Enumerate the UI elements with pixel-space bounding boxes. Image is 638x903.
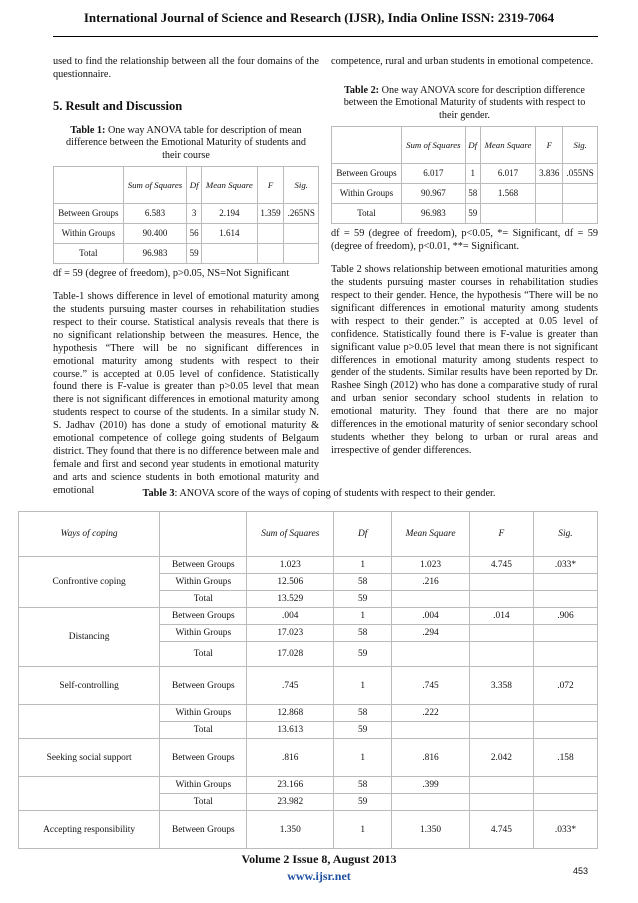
- table3: [18, 511, 598, 849]
- table-cell: 6.017: [401, 164, 465, 184]
- table-cell: .033*: [533, 811, 597, 849]
- table-cell: 4.745: [469, 811, 533, 849]
- table-row: [19, 739, 598, 777]
- table2-caption: [337, 85, 592, 123]
- table-cell: 6.583: [123, 204, 186, 224]
- coping-group-label: Seeking social support: [19, 739, 160, 777]
- table-cell: 6.017: [480, 164, 536, 184]
- table-cell: Total: [160, 722, 247, 739]
- table-cell: .033*: [533, 557, 597, 574]
- coping-group-label: Accepting responsibility: [19, 811, 160, 849]
- table-cell: 59: [334, 591, 392, 608]
- table-row: [54, 224, 319, 244]
- table-cell: [257, 244, 284, 264]
- table-cell: .014: [469, 608, 533, 625]
- table2-header: Sum of Squares: [401, 127, 465, 164]
- table3-header-row: [19, 512, 598, 557]
- table-row: [54, 244, 319, 264]
- table2-header: F: [536, 127, 563, 164]
- right-body: Table 2 shows relationship between emotional maturities among the students pursuing master courses in rehabilitation studies respect to their gender. Hence, the hypothesis “There will be no significant differences in emotional maturity among students with respect to their gender.” is accepted at 0.05 level of confidence. Statistically found there is F-value is greater than significant value p>0.05 level that mean there is not significant differences in emotional maturity among students respect to gender of the students. Similar results have been reported by Dr. Rashee Singh (2012) who has done a comparative study of rural and urban senior secondary school students in relation to emotional maturity. They found that there are no major differences in the emotional maturity of senior secondary school students whether they belong to urban or rural areas and irrespective of gender differences.: [331, 264, 598, 456]
- table-row: [332, 184, 598, 204]
- table3-caption: [0, 488, 638, 499]
- table-cell-empty: [19, 777, 160, 811]
- table2-caption-text: One way ANOVA score for description difference between the Emotional Maturity of students with respect to their gender.: [343, 84, 586, 121]
- table3-header: Sum of Squares: [247, 512, 334, 557]
- table-cell: [563, 204, 598, 224]
- table-cell: .004: [247, 608, 334, 625]
- table1-header: [54, 167, 124, 204]
- table-row: [19, 557, 598, 574]
- table-cell: .055NS: [563, 164, 598, 184]
- page-number: 453: [573, 866, 589, 876]
- table-cell: [533, 625, 597, 642]
- table-cell: 1.023: [247, 557, 334, 574]
- table-cell: 3: [187, 204, 202, 224]
- table-row: [54, 204, 319, 224]
- table-cell: Within Groups: [160, 705, 247, 722]
- table-cell: .216: [392, 574, 470, 591]
- table-cell: 96.983: [401, 204, 465, 224]
- table-cell: 17.028: [247, 642, 334, 667]
- table-cell: [469, 794, 533, 811]
- table-cell: Within Groups: [160, 574, 247, 591]
- table-cell: [533, 591, 597, 608]
- table-cell: 3.836: [536, 164, 563, 184]
- table1-header: Df: [187, 167, 202, 204]
- table-cell: 59: [334, 794, 392, 811]
- table-cell: [563, 184, 598, 204]
- table-cell: 12.506: [247, 574, 334, 591]
- table-cell: .072: [533, 667, 597, 705]
- table-cell: [533, 705, 597, 722]
- table-cell: 58: [334, 574, 392, 591]
- table-cell: [202, 244, 257, 264]
- table-row: [19, 705, 598, 722]
- table3-header: Mean Square: [392, 512, 470, 557]
- table3-caption-label: Table 3: [142, 488, 175, 499]
- table-cell: 1.568: [480, 184, 536, 204]
- table-cell: [469, 574, 533, 591]
- table-cell: [392, 794, 470, 811]
- table-cell: 58: [334, 777, 392, 794]
- left-intro: used to find the relationship between all the four domains of the questionnaire.: [53, 56, 319, 80]
- table-cell: 1: [334, 557, 392, 574]
- table-cell: 23.982: [247, 794, 334, 811]
- table-cell: 59: [187, 244, 202, 264]
- table-cell: [469, 705, 533, 722]
- footer-issue: Volume 2 Issue 8, August 2013: [241, 852, 397, 866]
- table-cell: [533, 642, 597, 667]
- table1-caption-text: One way ANOVA table for description of mean difference between the Emotional Maturity of students and their course: [66, 124, 306, 161]
- table-cell: .816: [392, 739, 470, 777]
- left-column: [53, 56, 319, 498]
- table-cell: 2.194: [202, 204, 257, 224]
- table-cell: 13.613: [247, 722, 334, 739]
- table-cell: .745: [392, 667, 470, 705]
- table-cell: Total: [160, 642, 247, 667]
- table-cell: [392, 591, 470, 608]
- table-cell: .265NS: [284, 204, 319, 224]
- table-cell: 1.359: [257, 204, 284, 224]
- coping-group-label: Self-controlling: [19, 667, 160, 705]
- table-cell: [284, 244, 319, 264]
- table1-header: Sum of Squares: [123, 167, 186, 204]
- table-cell: .222: [392, 705, 470, 722]
- table-cell: .745: [247, 667, 334, 705]
- table1-header: F: [257, 167, 284, 204]
- table-cell: .816: [247, 739, 334, 777]
- table2-caption-label: Table 2:: [344, 84, 380, 96]
- table-cell: 58: [465, 184, 480, 204]
- table2-header: Df: [465, 127, 480, 164]
- table-cell: Within Groups: [332, 184, 402, 204]
- table-cell: Between Groups: [160, 811, 247, 849]
- table-cell: 1.350: [247, 811, 334, 849]
- journal-header: International Journal of Science and Research (IJSR), India Online ISSN: 2319-7064: [83, 10, 555, 25]
- table-cell: [533, 794, 597, 811]
- table2: [331, 126, 598, 224]
- table-cell: Total: [160, 591, 247, 608]
- table1-header: Sig.: [284, 167, 319, 204]
- table3-header: Sig.: [533, 512, 597, 557]
- table-cell: Between Groups: [160, 667, 247, 705]
- table-cell: Total: [160, 794, 247, 811]
- table-cell: [469, 777, 533, 794]
- table3-header: F: [469, 512, 533, 557]
- right-column: [331, 56, 598, 458]
- table2-header: [332, 127, 402, 164]
- table-cell: 2.042: [469, 739, 533, 777]
- table-cell: 1.614: [202, 224, 257, 244]
- table-cell: 58: [334, 705, 392, 722]
- table1-caption: [59, 125, 313, 163]
- table-row: [19, 777, 598, 794]
- table3-caption-text: : ANOVA score of the ways of coping of students with respect to their gender.: [174, 488, 496, 499]
- table-cell: Between Groups: [160, 557, 247, 574]
- table-cell: .294: [392, 625, 470, 642]
- section-heading: 5. Result and Discussion: [53, 98, 183, 113]
- table-cell: [536, 204, 563, 224]
- table3-header: Ways of coping: [19, 512, 160, 557]
- table-row: [332, 204, 598, 224]
- table-cell: Total: [332, 204, 402, 224]
- table-cell: 1: [334, 667, 392, 705]
- table-cell: [392, 722, 470, 739]
- table-cell: 90.400: [123, 224, 186, 244]
- table-cell: [257, 224, 284, 244]
- table1-caption-label: Table 1:: [70, 124, 106, 136]
- table-cell: 1: [334, 608, 392, 625]
- table2-note: df = 59 (degree of freedom), p<0.05, *= Significant, df = 59 (degree of freedom), p<0.01, **= Significant.: [331, 228, 598, 253]
- table-cell: 1: [334, 811, 392, 849]
- table-cell: .906: [533, 608, 597, 625]
- table-cell: [469, 722, 533, 739]
- table-cell: [284, 224, 319, 244]
- table-cell: Between Groups: [332, 164, 402, 184]
- table-cell: .399: [392, 777, 470, 794]
- table-cell: 23.166: [247, 777, 334, 794]
- table-cell: [533, 777, 597, 794]
- table-cell: 96.983: [123, 244, 186, 264]
- table-cell: 59: [334, 642, 392, 667]
- table2-header: Mean Square: [480, 127, 536, 164]
- table2-header-row: [332, 127, 598, 164]
- right-intro: competence, rural and urban students in emotional competence.: [331, 56, 594, 67]
- table-cell: 1.350: [392, 811, 470, 849]
- table-cell: Within Groups: [160, 777, 247, 794]
- table-cell: 3.358: [469, 667, 533, 705]
- coping-group-label: Confrontive coping: [19, 557, 160, 608]
- table-cell: Between Groups: [160, 608, 247, 625]
- table-row: [19, 811, 598, 849]
- table-cell-empty: [19, 705, 160, 739]
- coping-group-label: Distancing: [19, 608, 160, 667]
- table-cell: 12.868: [247, 705, 334, 722]
- table-cell: 4.745: [469, 557, 533, 574]
- table-cell: [469, 642, 533, 667]
- table-cell: 13.529: [247, 591, 334, 608]
- table-row: [332, 164, 598, 184]
- table-cell: [480, 204, 536, 224]
- table-cell: 59: [465, 204, 480, 224]
- table-cell: 1: [334, 739, 392, 777]
- table-cell: [533, 574, 597, 591]
- table-cell: Within Groups: [160, 625, 247, 642]
- table-cell: 1: [465, 164, 480, 184]
- table1-header: Mean Square: [202, 167, 257, 204]
- table-cell: Between Groups: [160, 739, 247, 777]
- table-cell: 59: [334, 722, 392, 739]
- table-cell: 1.023: [392, 557, 470, 574]
- table-cell: 58: [334, 625, 392, 642]
- table2-header: Sig.: [563, 127, 598, 164]
- left-body: Table-1 shows difference in level of emotional maturity among the students pursuing master courses in rehabilitation studies respect to their course. Statistical analysis reveals that there is no significant relationship between the measures. Hence, the hypothesis “There will be no significant differences in emotional maturity among students with respect to their course.” is accepted at 0.05 level of confidence. Statistically found there is F-value is greater than p>0.05 level that mean there is not significant differences in emotional maturity among students respect to course of the students. In a similar study N. S. Jadhav (2010) has done a study of emotional maturity & emotional competence of college going students of Belgaum district. They found that there is no difference between male and female and first and second year students in emotional maturity and arts and science students in both emotional maturity and emotional: [53, 291, 319, 496]
- table-cell: [392, 642, 470, 667]
- table-cell: 56: [187, 224, 202, 244]
- table-cell: Total: [54, 244, 124, 264]
- table-cell: 90.967: [401, 184, 465, 204]
- table-cell: [469, 625, 533, 642]
- table-cell: [469, 591, 533, 608]
- footer-url-link[interactable]: www.ijsr.net: [287, 869, 351, 883]
- table-row: [19, 608, 598, 625]
- header-rule: [53, 36, 598, 37]
- table-cell: .158: [533, 739, 597, 777]
- table3-header: Df: [334, 512, 392, 557]
- table1: [53, 166, 319, 264]
- table1-header-row: [54, 167, 319, 204]
- table1-note: df = 59 (degree of freedom), p>0.05, NS=Not Significant: [53, 268, 290, 280]
- table-cell: [533, 722, 597, 739]
- table3-header: [160, 512, 247, 557]
- table-cell: 17.023: [247, 625, 334, 642]
- table-cell: .004: [392, 608, 470, 625]
- table-cell: Between Groups: [54, 204, 124, 224]
- table-cell: [536, 184, 563, 204]
- table-cell: Within Groups: [54, 224, 124, 244]
- table-row: [19, 667, 598, 705]
